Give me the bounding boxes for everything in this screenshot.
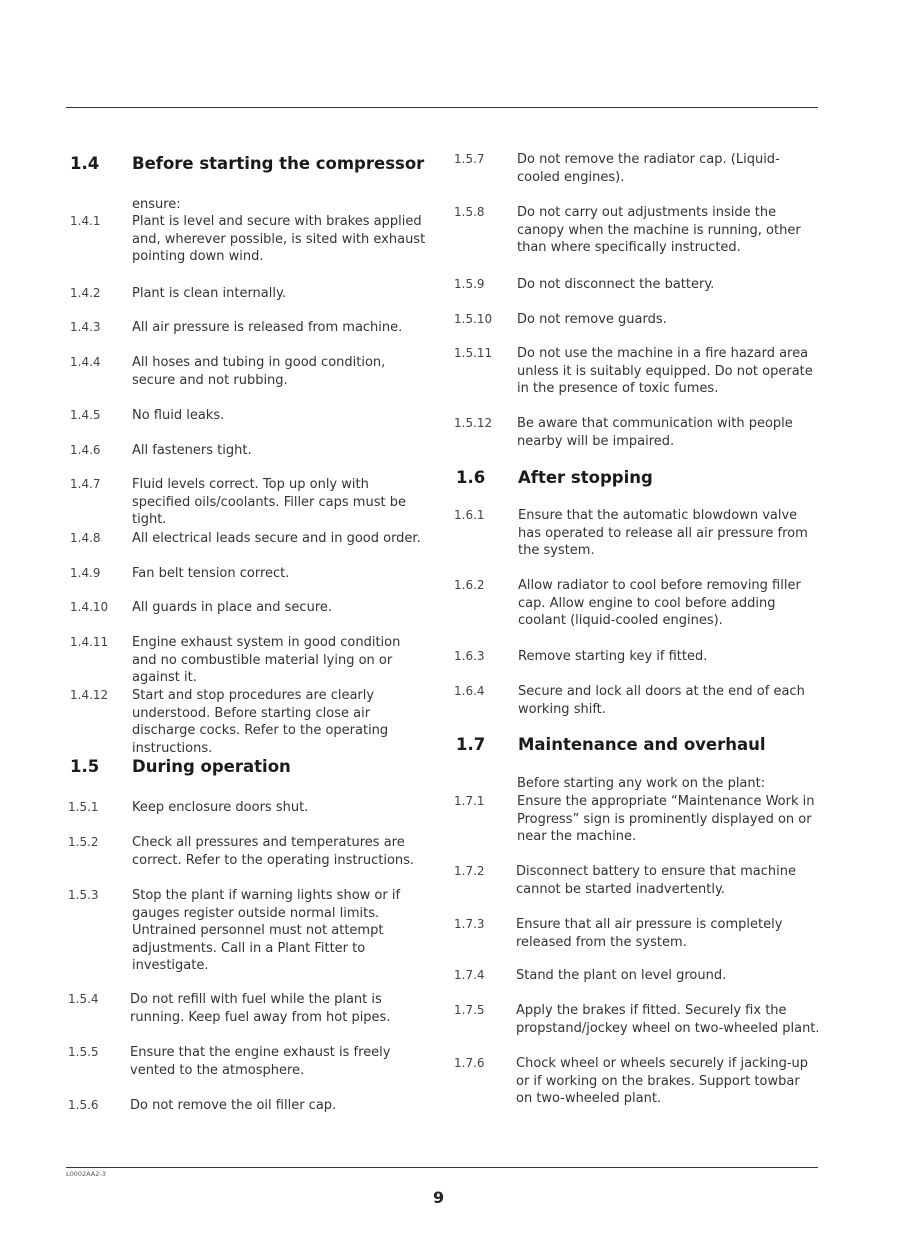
item-number: 1.7.1	[454, 794, 485, 808]
item-number: 1.4.3	[70, 320, 101, 334]
item-text: All hoses and tubing in good condition, secure and not rubbing.	[132, 355, 386, 388]
item-text: All guards in place and secure.	[132, 600, 333, 615]
item-number: 1.6.1	[454, 508, 485, 522]
item-text: Keep enclosure doors shut.	[132, 800, 309, 815]
item-text: Do not refill with fuel while the plant is running. Keep fuel away from hot pipes.	[130, 992, 391, 1025]
item-number: 1.5.1	[68, 800, 99, 814]
item-number: 1.4.9	[70, 566, 101, 580]
section-title: Maintenance and overhaul	[518, 735, 766, 754]
item-text: Do not disconnect the battery.	[517, 277, 715, 292]
item-text: Ensure that the automatic blowdown valve has operated to release all air pressure from the system.	[518, 508, 808, 558]
section-number: 1.4	[70, 154, 100, 173]
item-number: 1.7.6	[454, 1056, 485, 1070]
item-text: Ensure that all air pressure is completely released from the system.	[516, 917, 783, 950]
item-text: Do not remove the radiator cap. (Liquid-cooled engines).	[517, 152, 780, 185]
section-number: 1.6	[456, 468, 486, 487]
item-text: Secure and lock all doors at the end of each working shift.	[518, 684, 805, 717]
item-text: Ensure the appropriate “Maintenance Work in Progress” sign is prominently displayed on or near the machine.	[517, 794, 815, 844]
item-number: 1.6.4	[454, 684, 485, 698]
item-text: Stop the plant if warning lights show or if gauges register outside normal limits. Untrained personnel must not attempt adjustments. Call in a Plant Fitter to investigate.	[132, 888, 401, 973]
item-text: Do not remove guards.	[517, 312, 667, 327]
item-text: Engine exhaust system in good condition and no combustible material lying on or against it.	[132, 635, 401, 685]
item-number: 1.4.12	[70, 688, 109, 702]
page-number: 9	[433, 1188, 445, 1207]
item-number: 1.4.11	[70, 635, 109, 649]
item-number: 1.5.8	[454, 205, 485, 219]
bottom-rule	[66, 1167, 818, 1168]
item-number: 1.5.3	[68, 888, 99, 902]
item-text: Do not use the machine in a fire hazard area unless it is suitably equipped. Do not operate in the presence of toxic fumes.	[517, 346, 813, 396]
item-number: 1.5.6	[68, 1098, 99, 1112]
item-number: 1.7.2	[454, 864, 485, 878]
item-number: 1.7.4	[454, 968, 485, 982]
section-title: During operation	[132, 757, 291, 776]
item-number: 1.7.5	[454, 1003, 485, 1017]
item-text: Remove starting key if fitted.	[518, 649, 708, 664]
item-text: All fasteners tight.	[132, 443, 252, 458]
intro-text	[517, 775, 765, 793]
item-text: Disconnect battery to ensure that machine cannot be started inadvertently.	[516, 864, 796, 897]
item-text: Stand the plant on level ground.	[516, 968, 727, 983]
item-number: 1.5.11	[454, 346, 493, 360]
item-number: 1.5.5	[68, 1045, 99, 1059]
item-number: 1.5.7	[454, 152, 485, 166]
item-number: 1.5.2	[68, 835, 99, 849]
item-text: Allow radiator to cool before removing filler cap. Allow engine to cool before adding coolant (liquid-cooled engines).	[518, 578, 801, 628]
item-number: 1.4.10	[70, 600, 109, 614]
top-rule	[66, 107, 818, 108]
item-text: Fluid levels correct. Top up only with specified oils/coolants. Filler caps must be tight.	[132, 477, 406, 527]
item-text: Start and stop procedures are clearly understood. Before starting close air discharge cocks. Refer to the operating instructions.	[132, 688, 389, 756]
item-text: Chock wheel or wheels securely if jacking-up or if working on the brakes. Support towbar on two-wheeled plant.	[516, 1056, 809, 1106]
intro-label: Before starting any work on the plant:	[517, 776, 766, 791]
item-text: Do not carry out adjustments inside the canopy when the machine is running, other than where specifically instructed.	[517, 205, 801, 255]
item-number: 1.4.1	[70, 214, 101, 228]
item-text: No fluid leaks.	[132, 408, 225, 423]
section-title: Before starting the compressor	[132, 154, 425, 173]
item-number: 1.4.2	[70, 286, 101, 300]
item-text: Fan belt tension correct.	[132, 566, 290, 581]
section-number: 1.7	[456, 735, 486, 754]
intro-text	[132, 196, 181, 214]
section-number: 1.5	[70, 757, 100, 776]
section-title: After stopping	[518, 468, 653, 487]
item-text: Check all pressures and temperatures are correct. Refer to the operating instructions.	[132, 835, 415, 868]
item-number: 1.4.8	[70, 531, 101, 545]
item-number: 1.4.6	[70, 443, 101, 457]
item-number: 1.6.2	[454, 578, 485, 592]
item-number: 1.4.7	[70, 477, 101, 491]
item-number: 1.5.12	[454, 416, 493, 430]
item-text: Do not remove the oil filler cap.	[130, 1098, 337, 1113]
item-text: Plant is clean internally.	[132, 286, 286, 301]
item-number: 1.6.3	[454, 649, 485, 663]
item-text: Ensure that the engine exhaust is freely vented to the atmosphere.	[130, 1045, 391, 1078]
intro-label: ensure:	[132, 197, 181, 212]
item-number: 1.7.3	[454, 917, 485, 931]
item-text: All electrical leads secure and in good order.	[132, 531, 421, 546]
item-text: Plant is level and secure with brakes applied and, wherever possible, is sited with exhaust pointing down wind.	[132, 214, 426, 264]
item-text: Be aware that communication with people nearby will be impaired.	[517, 416, 793, 449]
item-text: All air pressure is released from machine.	[132, 320, 403, 335]
item-number: 1.5.4	[68, 992, 99, 1006]
item-number: 1.4.5	[70, 408, 101, 422]
item-number: 1.4.4	[70, 355, 101, 369]
item-number: 1.5.9	[454, 277, 485, 291]
item-number: 1.5.10	[454, 312, 493, 326]
document-code: L0002AA2-3	[66, 1170, 106, 1178]
item-text: Apply the brakes if fitted. Securely fix the propstand/jockey wheel on two-wheeled plant.	[516, 1003, 820, 1036]
